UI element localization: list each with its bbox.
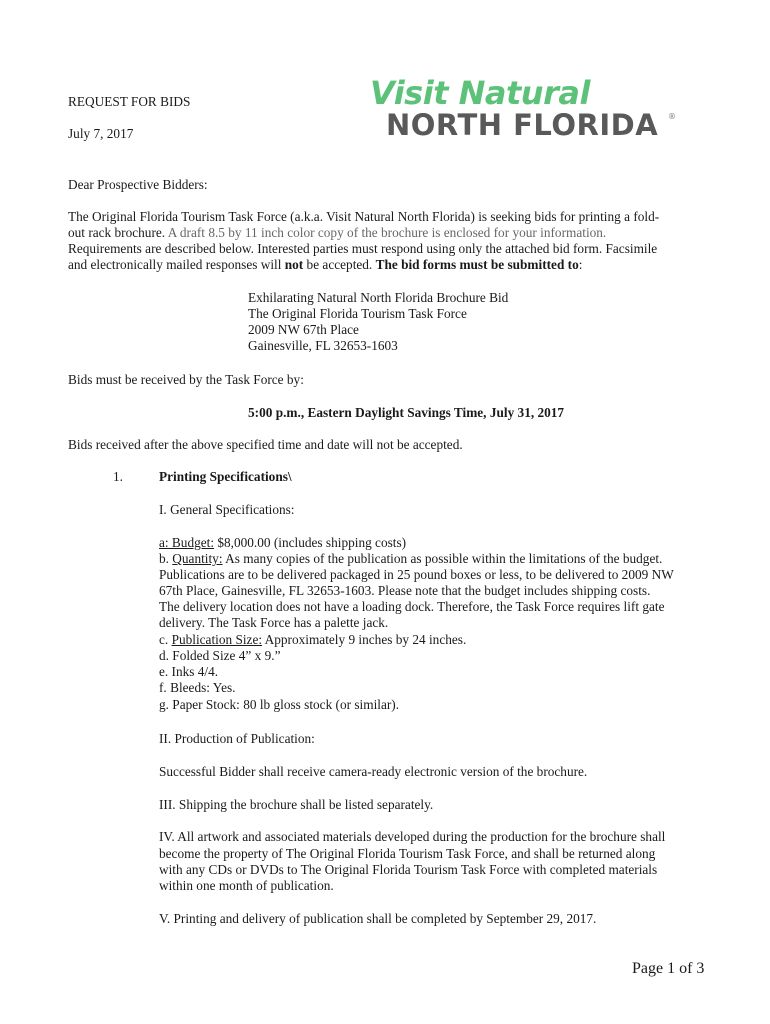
spec-quantity-line-3: 67th Place, Gainesville, FL 32653-1603. Please note that the budget includes shipping costs. <box>159 583 651 598</box>
spec-quantity: b. Quantity: As many copies of the publication as possible within the limitations of the budget. <box>159 551 663 566</box>
general-specs-heading: I. General Specifications: <box>159 502 295 517</box>
artwork-line-1: IV. All artwork and associated materials developed during the production for the brochure shall <box>159 829 666 844</box>
spec-inks: e. Inks 4/4. <box>159 664 219 679</box>
delivery-text: V. Printing and delivery of publication shall be completed by September 29, 2017. <box>159 911 597 926</box>
section-number: 1. <box>113 469 123 484</box>
shipping-text: III. Shipping the brochure shall be listed separately. <box>159 797 434 812</box>
spec-folded-size: d. Folded Size 4” x 9.” <box>159 648 281 663</box>
spec-quantity-line-5: delivery. The Task Force has a palette jack. <box>159 615 389 630</box>
visit-natural-north-florida-logo <box>366 74 686 146</box>
artwork-line-3: with any CDs or DVDs to The Original Florida Tourism Task Force with completed materials <box>159 862 658 877</box>
page-number: Page 1 of 3 <box>632 960 705 977</box>
artwork-line-4: within one month of publication. <box>159 878 334 893</box>
deadline: 5:00 p.m., Eastern Daylight Savings Time, July 31, 2017 <box>248 405 565 420</box>
logo-block-text: NORTH FLORIDA <box>386 108 659 142</box>
salutation: Dear Prospective Bidders: <box>68 177 208 192</box>
address-line-4: Gainesville, FL 32653-1603 <box>248 338 398 353</box>
spec-paper-stock: g. Paper Stock: 80 lb gloss stock (or similar). <box>159 697 400 712</box>
document-date: July 7, 2017 <box>68 126 134 141</box>
spec-publication-size: c. Publication Size: Approximately 9 inches by 24 inches. <box>159 632 467 647</box>
intro-line-1: The Original Florida Tourism Task Force (a.k.a. Visit Natural North Florida) is seeking bids for printing a fold- <box>68 209 660 224</box>
late-bid-note: Bids received after the above specified time and date will not be accepted. <box>68 437 463 452</box>
spec-budget: a: Budget: $8,000.00 (includes shipping costs) <box>159 535 407 550</box>
production-heading: II. Production of Publication: <box>159 731 315 746</box>
spec-quantity-line-2: Publications are to be delivered packaged in 25 pound boxes or less, to be delivered to 2009 NW <box>159 567 674 582</box>
logo-script-text: Visit Natural <box>370 74 590 112</box>
address-line-3: 2009 NW 67th Place <box>248 322 359 337</box>
intro-line-3: Requirements are described below. Interested parties must respond using only the attached bid form. Facsimile <box>68 241 658 256</box>
intro-line-4: and electronically mailed responses will not be accepted. The bid forms must be submitted to: <box>68 257 583 272</box>
document-title: REQUEST FOR BIDS <box>68 94 191 109</box>
intro-line-2: out rack brochure. A draft 8.5 by 11 inch color copy of the brochure is enclosed for your information. <box>68 225 607 240</box>
address-line-1: Exhilarating Natural North Florida Brochure Bid <box>248 290 509 305</box>
section-title: Printing Specifications\ <box>159 469 292 484</box>
spec-quantity-line-4: The delivery location does not have a loading dock. Therefore, the Task Force requires lift gate <box>159 599 665 614</box>
address-line-2: The Original Florida Tourism Task Force <box>248 306 467 321</box>
logo-registered-mark: ® <box>668 112 676 121</box>
spec-bleeds: f. Bleeds: Yes. <box>159 680 236 695</box>
deadline-intro: Bids must be received by the Task Force by: <box>68 372 304 387</box>
artwork-line-2: become the property of The Original Florida Tourism Task Force, and shall be returned along <box>159 846 656 861</box>
production-text: Successful Bidder shall receive camera-ready electronic version of the brochure. <box>159 764 588 779</box>
